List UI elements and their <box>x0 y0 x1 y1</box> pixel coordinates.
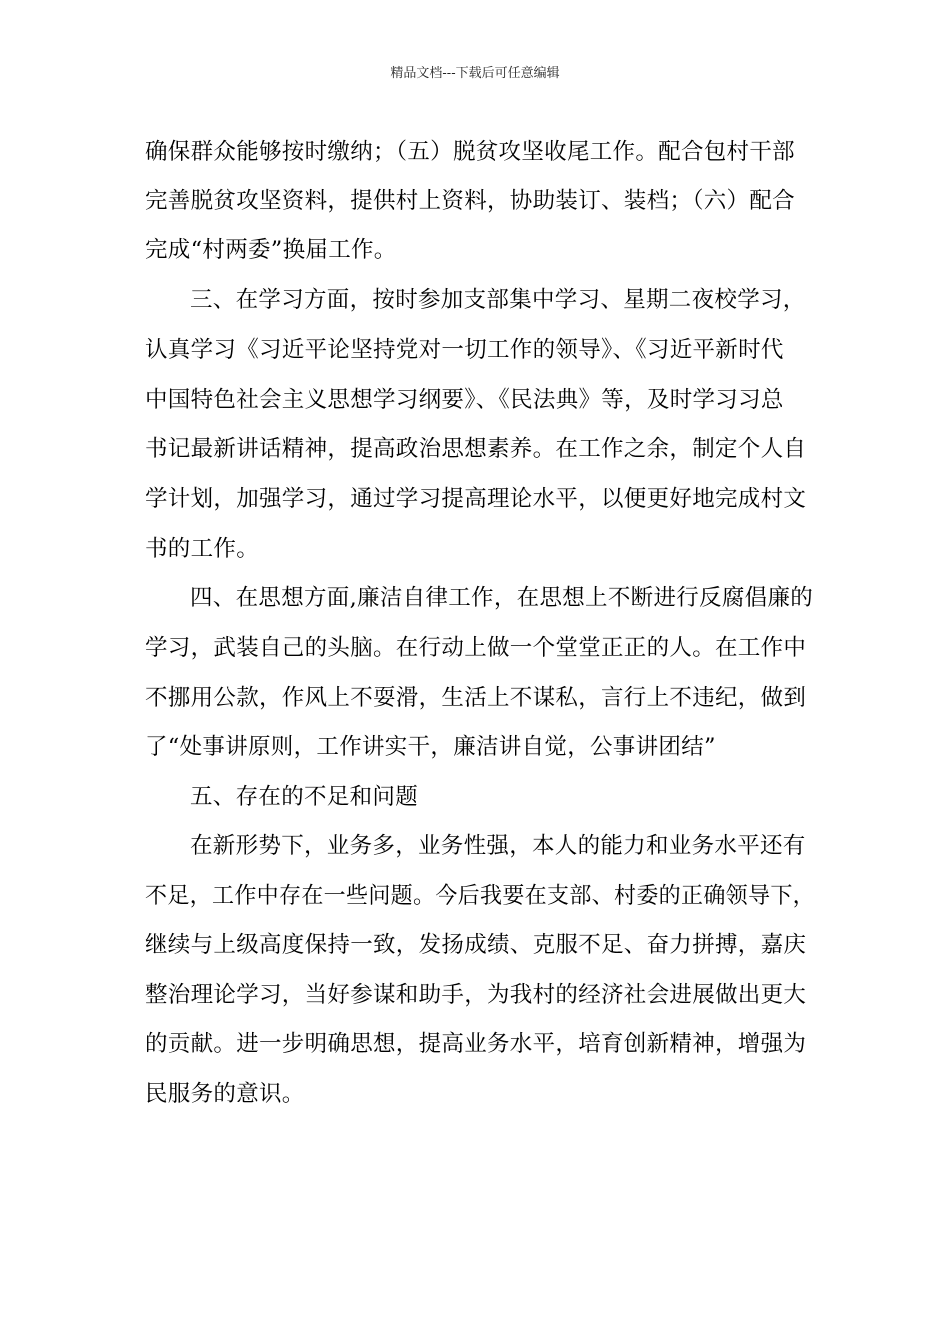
text-line: 不挪用公款，作风上不耍滑，生活上不谋私，言行上不违纪，做到 <box>145 685 807 711</box>
text-line: 四、在思想方面,廉洁自律工作，在思想上不断进行反腐倡廉的 <box>190 585 814 611</box>
text-line: 学习，武装自己的头脑。在行动上做一个堂堂正正的人。在工作中 <box>145 635 807 661</box>
text-line: 的贡献。进一步明确思想，提高业务水平，培育创新精神，增强为 <box>145 1031 807 1057</box>
text-line: 不足，工作中存在一些问题。今后我要在支部、村委的正确领导下， <box>145 883 815 909</box>
text-line: 继续与上级高度保持一致，发扬成绩、克服不足、奋力拼搏，嘉庆 <box>145 932 807 958</box>
text-line: 书的工作。 <box>145 536 260 562</box>
text-line: 确保群众能够按时缴纳；（五）脱贫攻坚收尾工作。配合包村干部 <box>145 139 795 165</box>
page-header: 精品文档---下载后可任意编辑 <box>390 66 560 81</box>
text-line: 民服务的意识。 <box>145 1081 305 1107</box>
text-line: 三、在学习方面，按时参加支部集中学习、星期二夜校学习， <box>190 287 806 313</box>
text-line: 整治理论学习，当好参谋和助手，为我村的经济社会进展做出更大 <box>145 982 807 1008</box>
text-line: 中国特色社会主义思想学习纲要》、《民法典》等，及时学习习总 <box>145 387 784 413</box>
text-line: 在新形势下，业务多，业务性强，本人的能力和业务水平还有 <box>190 833 806 859</box>
text-line: 学计划，加强学习，通过学习提高理论水平，以便更好地完成村文 <box>145 486 807 512</box>
text-line: 完成“村两委”换届工作。 <box>145 237 397 263</box>
text-line: 五、存在的不足和问题 <box>190 784 419 810</box>
text-line: 了“处事讲原则，工作讲实干，廉洁讲自觉，公事讲团结” <box>145 734 716 760</box>
text-line: 认真学习《习近平论坚持党对一切工作的领导》、《习近平新时代 <box>145 337 784 363</box>
text-line: 完善脱贫攻坚资料，提供村上资料，协助装订、装档；（六）配合 <box>145 188 795 214</box>
text-line: 书记最新讲话精神，提高政治思想素养。在工作之余，制定个人自 <box>145 436 807 462</box>
